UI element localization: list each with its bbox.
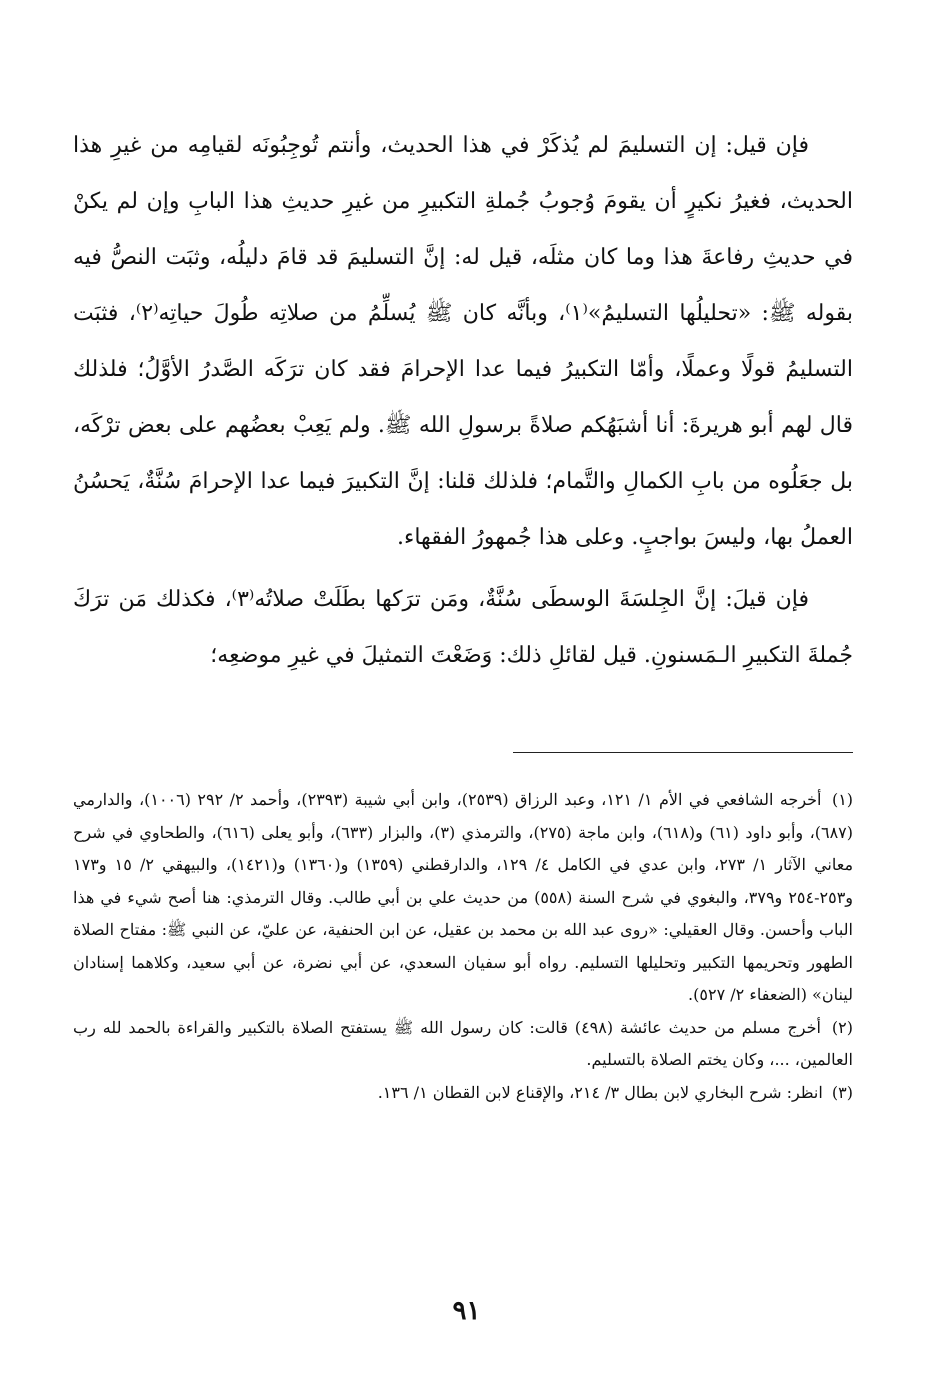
footnote-divider [513,752,853,753]
main-text-body [73,118,853,684]
footnote-1-number: (١) [831,790,854,809]
footnote-3 [73,1077,853,1110]
footnote-2 [73,1012,853,1077]
page-number: ٩١ [452,1296,481,1326]
main-paragraph-1: فإن قيل: إن التسليمَ لم يُذكَرْ في هذا الحديث، وأنتم تُوجِبُونَه لقيامِه من غيرِ هذا الحديث، فغيرُ نكيرٍ أن يقومَ وُجوبُ جُملةِ التكبيرِ من غيرِ حديثِ هذا البابِ وإن لم يكنْ في حديثِ رفاعةَ هذا وما كان مثلَه، قيل له: إنَّ التسليمَ قد قامَ دليلُه، وثبَت النصُّ فيه بقوله ﷺ: «تحليلُها التسليمُ»⁽١⁾، وبأنَّه كان ﷺ يُسلِّمُ من صلاتِه طُولَ حياتِه⁽٢⁾، فثبَت التسليمُ قولًا وعملًا، وأمّا التكبيرُ فيما عدا الإحرامَ فقد كان ترَكَه الصَّدرُ الأوَّلُ؛ فلذلك قال لهم أبو هريرةَ: أنا أشبَهُكم صلاةً برسولِ الله ﷺ. ولم يَعِبْ بعضُهم على بعض ترْكَه، بل جعَلُوه من بابِ الكمالِ والتَّمام؛ فلذلك قلنا: إنَّ التكبيرَ فيما عدا الإحرامَ سُنَّةٌ، يَحسُنُ العملُ بها، وليسَ بواجبٍ. وعلى هذا جُمهورُ الفقهاء. [73,133,853,550]
footnotes-section [73,784,853,1109]
footnote-1-text: أخرجه الشافعي في الأم ١/ ١٢١، وعبد الرزاق (٢٥٣٩)، وابن أبي شيبة (٢٣٩٣)، وأحمد ٢/ ٢٩٢ (١٠٠٦)، والدارمي (٦٨٧)، وأبو داود (٦١) و(٦١٨)، وابن ماجة (٢٧٥)، والترمذي (٣)، والبزار (٦٣٣)، وأبو يعلى (٦١٦)، والطحاوي في شرح معاني الآثار ١/ ٢٧٣، وابن عدي في الكامل ٤/ ١٢٩، والدارقطني (١٣٥٩) و(١٣٦٠) و(١٤٢١)، والبيهقي ٢/ ١٥ و١٧٣ و٢٥٣-٢٥٤ و٣٧٩، والبغوي في شرح السنة (٥٥٨) من حديث علي بن أبي طالب. وقال الترمذي: هنا أصح شيء في هذا الباب وأحسن. وقال العقيلي: «روى عبد الله بن محمد بن عقيل، عن ابن الحنفية، عن عليّ، عن النبي ﷺ: مفتاح الصلاة الطهور وتحريمها التكبير وتحليلها التسليم. رواه أبو سفيان السعدي، عن أبي نضرة، عن أبي سعيد، وكلاهما إسنادان لينان» (الضعفاء ٢/ ٥٢٧). [73,790,854,1004]
footnote-3-text: انظر: شرح البخاري لابن بطال ٣/ ٢١٤، والإقناع لابن القطان ١/ ١٣٦. [377,1082,823,1102]
footnote-2-number: (٢) [831,1017,853,1037]
footnote-3-number: (٣) [831,1082,853,1102]
main-paragraph-2: فإن قيلَ: إنَّ الجِلسَةَ الوسطَى سُنَّةٌ، ومَن ترَكها بطَلَتْ صلاتُه⁽٣⁾، فكذلك مَن ترَكَ جُملةَ التكبيرِ الـمَسنونِ. قيل لقائلِ ذلك: وَضَعْتَ التمثيلَ في غيرِ موضعِه؛ [73,587,853,668]
footnote-2-text: أخرج مسلم من حديث عائشة (٤٩٨) قالت: كان رسول الله ﷺ يستفتح الصلاة بالتكبير والقراءة بالحمد لله رب العالمين، ...، وكان يختم الصلاة بالتسليم. [73,1017,853,1069]
footnote-1 [73,784,853,1012]
